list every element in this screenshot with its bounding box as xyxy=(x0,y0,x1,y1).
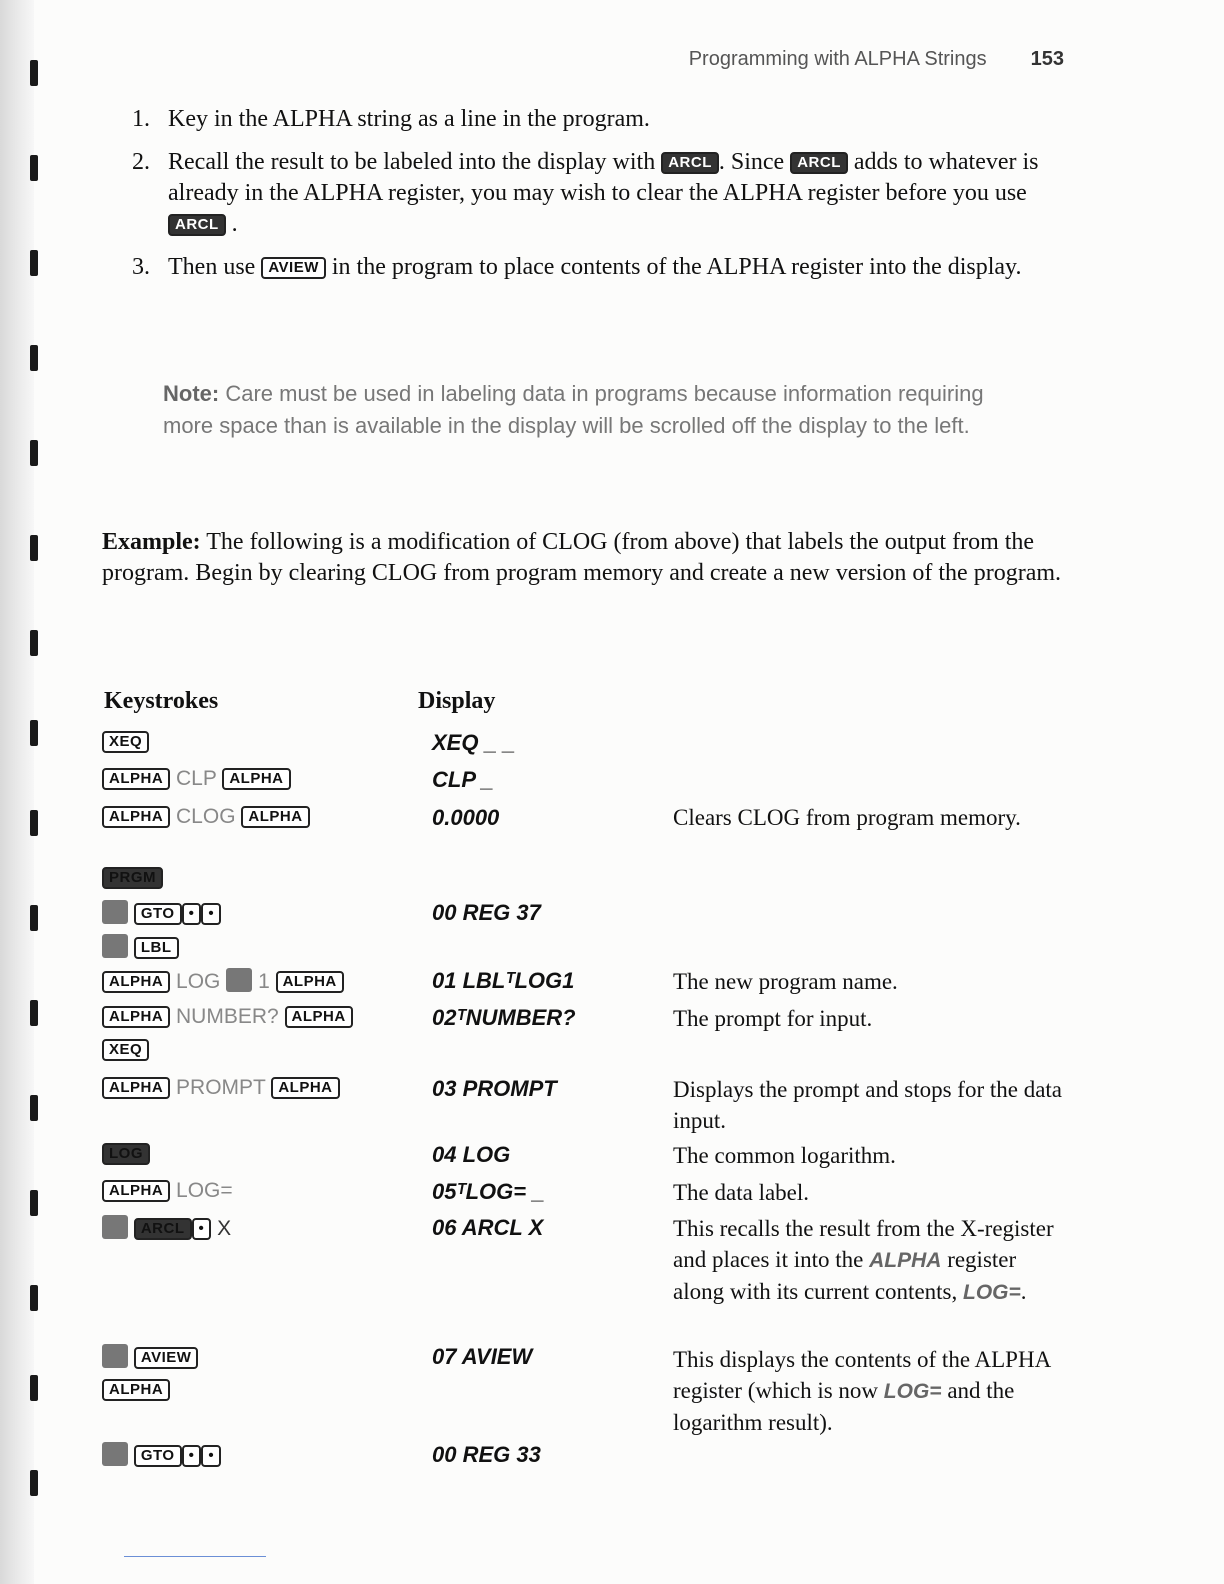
aview-key: AVIEW xyxy=(134,1347,199,1369)
decimal-key: • xyxy=(192,1218,212,1240)
note-text: Care must be used in labeling data in programs because information requiring more space than is available in the display will be scrolled off the display to the left. xyxy=(163,381,984,438)
shift-key-icon xyxy=(102,934,128,958)
step-2 xyxy=(132,147,1062,240)
keystroke-text: 1 xyxy=(258,970,270,993)
arcl-key: ARCL xyxy=(661,152,719,174)
step-number: 2. xyxy=(132,149,150,175)
alpha-key: ALPHA xyxy=(276,971,344,993)
spiral-binding xyxy=(0,0,34,1584)
shift-key-icon xyxy=(226,968,252,992)
keystroke-text: CLP xyxy=(176,767,217,790)
display-heading: Display xyxy=(418,688,496,714)
arcl-key: ARCL xyxy=(168,214,226,236)
display-value: 06 ARCL X xyxy=(432,1215,544,1240)
step-text: Recall the result to be labeled into the display with ARCL . Since ARCL adds to whatever is already in the ALPHA register, you may wish to clear the ALPHA register before you use ARCL . xyxy=(168,149,1039,237)
row-description: Displays the prompt and stops for the data input. xyxy=(673,1077,1063,1133)
display-value: 03 PROMPT xyxy=(432,1076,557,1101)
shift-key-icon xyxy=(102,1344,128,1368)
shift-key-icon xyxy=(102,1442,128,1466)
header-title: Programming with ALPHA Strings xyxy=(688,48,987,70)
decimal-key: • xyxy=(201,1445,221,1467)
keystroke-text: LOG xyxy=(176,970,221,993)
display-value: CLP _ xyxy=(432,767,494,792)
row-description: The new program name. xyxy=(673,969,898,994)
alpha-key: ALPHA xyxy=(102,971,170,993)
decimal-key: • xyxy=(182,1445,202,1467)
row-description: Clears CLOG from program memory. xyxy=(673,805,1021,830)
aview-key: AVIEW xyxy=(261,257,326,279)
xeq-key: XEQ xyxy=(102,1039,149,1061)
step-number: 1. xyxy=(132,106,150,132)
arcl-key: ARCL xyxy=(790,152,848,174)
example-label: Example: xyxy=(102,529,201,555)
arcl-key: ARCL xyxy=(134,1218,192,1240)
row-description: This displays the contents of the ALPHA register (which is now LOG= and the logarithm result). xyxy=(673,1347,1050,1435)
display-value: 04 LOG xyxy=(432,1142,511,1167)
gto-key: GTO xyxy=(134,903,182,925)
alpha-key: ALPHA xyxy=(102,806,170,828)
alpha-key: ALPHA xyxy=(222,768,290,790)
row-description: The prompt for input. xyxy=(673,1006,873,1031)
display-value: XEQ _ _ xyxy=(432,730,516,755)
shift-key-icon xyxy=(102,900,128,924)
alpha-key: ALPHA xyxy=(241,806,309,828)
row-description: The common logarithm. xyxy=(673,1143,896,1168)
alpha-key: ALPHA xyxy=(271,1077,339,1099)
alpha-key: ALPHA xyxy=(102,1180,170,1202)
keystroke-text: NUMBER? xyxy=(176,1005,279,1028)
xeq-key: XEQ xyxy=(102,731,149,753)
step-text: Key in the ALPHA string as a line in the program. xyxy=(168,106,650,132)
row-description: The data label. xyxy=(673,1180,810,1205)
example-text: The following is a modification of CLOG (from above) that labels the output from the program. Begin by clearing CLOG from program memory and create a new version of the program. xyxy=(102,529,1062,586)
step-text: Then use AVIEW in the program to place contents of the ALPHA register into the display. xyxy=(168,254,1022,280)
step-number: 3. xyxy=(132,254,150,280)
decimal-key: • xyxy=(201,903,221,925)
prgm-key: PRGM xyxy=(102,867,163,889)
steps-list xyxy=(132,104,1062,295)
display-value: 00 REG 37 xyxy=(432,900,541,925)
decimal-key: • xyxy=(182,903,202,925)
row-description: This recalls the result from the X-register and places it into the ALPHA register along with its current contents, LOG=. xyxy=(673,1216,1054,1304)
gto-key: GTO xyxy=(134,1445,182,1467)
display-value: 02ᵀNUMBER? xyxy=(432,1005,576,1030)
alpha-key: ALPHA xyxy=(285,1006,353,1028)
step-1 xyxy=(132,104,1062,135)
footer-rule xyxy=(124,1556,266,1557)
page-number: 153 xyxy=(1030,48,1064,70)
keystroke-text: X xyxy=(217,1217,232,1240)
note-label: Note: xyxy=(163,381,220,406)
alpha-key: ALPHA xyxy=(102,1077,170,1099)
example-paragraph xyxy=(102,527,1062,589)
running-header xyxy=(689,48,1064,71)
alpha-key: ALPHA xyxy=(102,1006,170,1028)
shift-key-icon xyxy=(102,1215,128,1239)
lbl-key: LBL xyxy=(134,937,179,959)
alpha-key: ALPHA xyxy=(102,768,170,790)
display-value: 0.0000 xyxy=(432,805,500,830)
display-value: 01 LBLᵀLOG1 xyxy=(432,968,575,993)
display-value: 05ᵀLOG= _ xyxy=(432,1179,545,1204)
keystroke-text: LOG= xyxy=(176,1179,233,1202)
log-key: LOG xyxy=(102,1143,150,1165)
keystroke-text: CLOG xyxy=(176,805,236,828)
display-value: 07 AVIEW xyxy=(432,1344,533,1369)
keystrokes-heading: Keystrokes xyxy=(104,688,219,714)
alpha-key: ALPHA xyxy=(102,1379,170,1401)
display-value: 00 REG 33 xyxy=(432,1442,541,1467)
step-3 xyxy=(132,252,1062,283)
note-paragraph xyxy=(163,378,1003,442)
keystroke-text: PROMPT xyxy=(176,1076,266,1099)
